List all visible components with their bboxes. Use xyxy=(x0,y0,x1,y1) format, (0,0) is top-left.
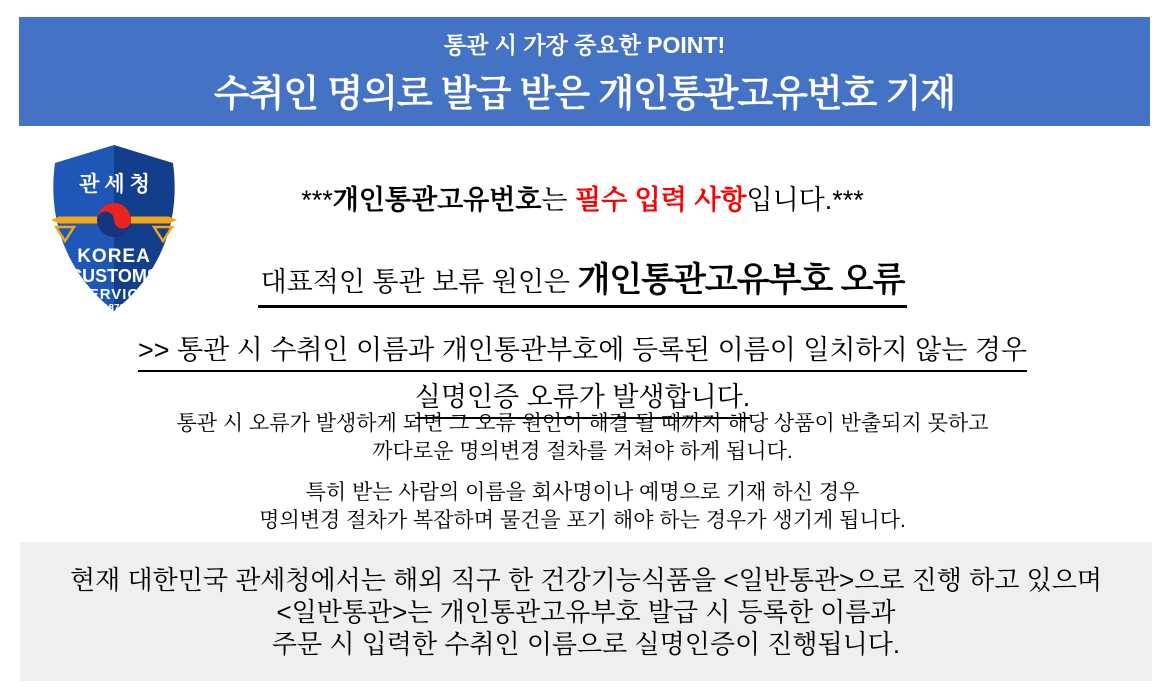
required-highlight: 필수 입력 사항 xyxy=(575,185,747,215)
logo-year: 1878 xyxy=(102,303,126,314)
header-banner xyxy=(19,17,1150,126)
delay-line2: 까다로운 명의변경 절차를 거쳐야 하게 됩니다. xyxy=(372,440,793,463)
hold-cause-underline xyxy=(258,252,908,308)
hold-cause-normal: 대표적인 통관 보류 원인은 xyxy=(260,267,578,297)
required-term: 개인통관고유번호 xyxy=(332,185,542,215)
release-delay-paragraph xyxy=(0,410,1165,466)
alias-warning-paragraph xyxy=(0,479,1165,535)
footer-line3: 주문 시 입력한 수취인 이름으로 실명인증이 진행됩니다. xyxy=(271,629,901,659)
mismatch-line1: >> 통관 시 수취인 이름과 개인통관부호에 등록된 이름이 일치하지 않는 경우 xyxy=(138,328,1027,372)
alias-line1: 특히 받는 사람의 이름을 회사명이나 예명으로 기재 하신 경우 xyxy=(305,481,860,504)
footer-line1: 현재 대한민국 관세청에서는 해외 직구 한 건강기능식품을 <일반통관>으로 진행 하고 있으며 xyxy=(70,565,1102,595)
footer-line2: <일반통관>는 개인통관고유부호 발급 시 등록한 이름과 xyxy=(276,597,896,627)
general-customs-footer xyxy=(20,542,1152,681)
name-mismatch-warning xyxy=(0,328,1165,422)
required-mid: 는 xyxy=(541,185,575,215)
required-prefix: *** xyxy=(301,185,333,215)
logo-name-line3: SERVICE xyxy=(77,286,151,303)
banner-subtitle: 통관 시 가장 중요한 POINT! xyxy=(443,31,726,58)
banner-title: 수취인 명의로 발급 받은 개인통관고유번호 기재 xyxy=(213,72,956,114)
mismatch-line2: 실명인증 오류가 발생합니다. xyxy=(415,375,751,419)
logo-name-line1: KOREA xyxy=(77,246,151,267)
hold-cause-bold: 개인통관고유부호 오류 xyxy=(577,261,905,299)
alias-line2: 명의변경 절차가 복잡하며 물건을 포기 해야 하는 경우가 생기게 됩니다. xyxy=(259,509,906,532)
hold-cause-line xyxy=(0,252,1165,308)
delay-line1: 통관 시 오류가 발생하게 되면 그 오류 원인이 해결 될 때까지 해당 상품이 반출되지 못하고 xyxy=(176,412,989,435)
logo-korean-name: 관세청 xyxy=(79,173,155,196)
required-notice-line xyxy=(0,178,1165,217)
logo-name-line2: CUSTOMS xyxy=(69,266,159,286)
required-suffix: 입니다.*** xyxy=(746,185,864,215)
